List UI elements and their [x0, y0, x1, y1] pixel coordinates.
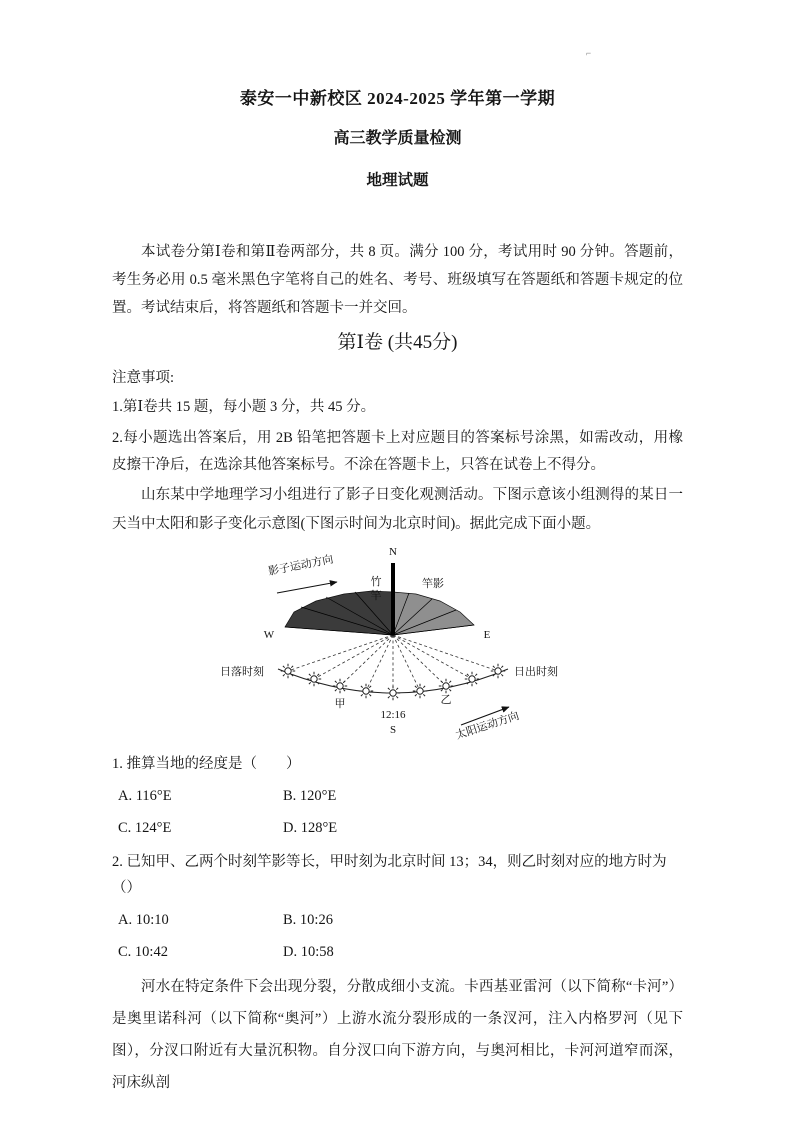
passage-river-bifurcation: 河水在特定条件下会出现分裂，分散成细小支流。卡西基亚雷河（以下简称“卡河”）是奥里诺科河（以下简称“奥河”）上游水流分裂形成的一条汊河，注入内格罗河（见下图），分汊口附近有大量沉积物。自分汊口向下游方向，与奥河相比，卡河河道窄而深，河床纵剖: [112, 979, 683, 1091]
exam-header: [112, 88, 683, 192]
noon-time-label: 12:16: [379, 709, 406, 721]
point-yi-label: 乙: [440, 694, 451, 706]
sun-icon: [464, 672, 478, 686]
passage-shadow-observation: 山东某中学地理学习小组进行了影子日变化观测活动。下图示意该小组测得的某日一天当中太阳和影子变化示意图(下图示时间为北京时间)。据此完成下面小题。: [112, 487, 683, 532]
point-jia-label: 甲: [334, 698, 345, 710]
shadow-direction-arrow: [277, 582, 337, 593]
exam-session-title: 泰安一中新校区 2024-2025 学年第一学期: [239, 89, 556, 108]
note-item-2: 2.每小题选出答案后，用 2B 铅笔把答题卡上对应题目的答案标号涂黑，如需改动，用橡皮擦干净后，在选涂其他答案标号。不涂在答题卡上，只答在试卷上不得分。: [112, 430, 683, 473]
question-1-option-a: A. 116°E: [118, 788, 172, 804]
question-2: [112, 849, 683, 965]
west-label: W: [263, 629, 274, 641]
question-2-option-b: B. 10:26: [283, 912, 333, 928]
question-1: [112, 751, 683, 841]
south-label: S: [389, 724, 396, 736]
figure-shadow-diagram: [163, 539, 633, 749]
sun-icon: [412, 684, 426, 698]
pole-label-char1: 竹: [370, 576, 381, 588]
question-2-stem: 2. 已知甲、乙两个时刻竿影等长，甲时刻为北京时间 13；34，则乙时刻对应的地方时为（）: [112, 854, 667, 896]
question-1-option-b: B. 120°E: [283, 788, 337, 804]
pole-label-char2: 竿: [370, 590, 381, 602]
notes-label: 注意事项:: [112, 370, 175, 386]
shadow-fan-right: [393, 592, 474, 635]
sunset-label: 日落时刻: [219, 666, 264, 678]
north-label: N: [388, 546, 397, 558]
section-title: 第Ⅰ卷 (共45分): [337, 332, 458, 353]
sun-icon: [490, 664, 504, 678]
sun-icon: [358, 684, 372, 698]
question-2-option-d: D. 10:58: [283, 944, 334, 960]
subject-title: 地理试题: [366, 172, 429, 189]
shadow-motion-label: 影子运动方向: [266, 553, 334, 578]
sun-icon: [385, 686, 399, 700]
shadow-label: 竿影: [421, 578, 444, 590]
sun-icon: [306, 672, 320, 686]
note-item-1: 1.第Ⅰ卷共 15 题，每小题 3 分，共 45 分。: [112, 399, 376, 415]
intro-paragraph: 本试卷分第Ⅰ卷和第Ⅱ卷两部分，共 8 页。满分 100 分，考试用时 90 分钟。答题前，考生务必用 0.5 毫米黑色字笔将自己的姓名、考号、班级填写在答题纸和答题卡规定的位置。考试结束后，将答题纸和答题卡一并交回。: [112, 244, 683, 316]
sun-ray-lines: [288, 635, 498, 693]
question-1-options-row-1: [112, 783, 683, 809]
question-2-option-a: A. 10:10: [118, 912, 169, 928]
question-1-stem: 1. 推算当地的经度是（ ）: [112, 756, 301, 772]
question-1-option-d: D. 128°E: [283, 820, 338, 836]
corner-mark: ⌐: [586, 48, 592, 58]
sun-icon: [438, 679, 452, 693]
question-1-option-c: C. 124°E: [118, 820, 172, 836]
east-label: E: [483, 629, 490, 641]
sun-motion-label: 太阳运动方向: [453, 710, 521, 742]
question-1-options-row-2: [112, 815, 683, 841]
sun-icon: [280, 664, 294, 678]
sun-icon: [332, 679, 346, 693]
shadow-sun-diagram: [163, 539, 633, 744]
question-2-option-c: C. 10:42: [118, 944, 168, 960]
sunrise-label: 日出时刻: [513, 666, 558, 678]
exam-name-title: 高三教学质量检测: [333, 130, 462, 147]
question-2-options-row-2: [112, 939, 683, 965]
question-2-options-row-1: [112, 907, 683, 933]
